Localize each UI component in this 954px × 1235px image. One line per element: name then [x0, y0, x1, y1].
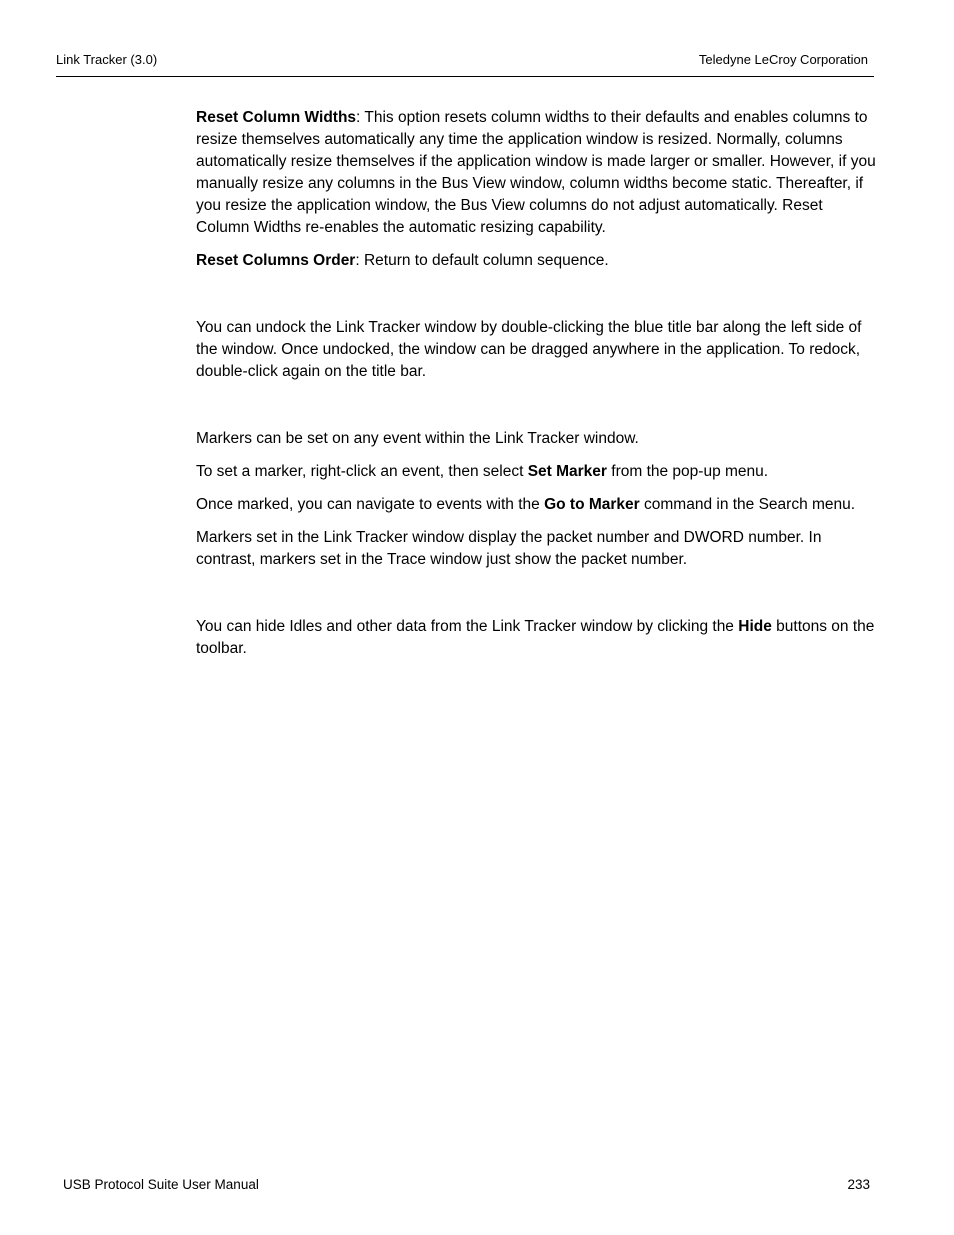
- reset-columns-order-paragraph: [196, 250, 876, 272]
- undock-paragraph: You can undock the Link Tracker window by double-clicking the blue title bar along the left side of the window. Once undocked, the window can be dragged anywhere in the application. To redock, double-click again on the title bar.: [196, 319, 862, 380]
- hide-term: Hide: [738, 618, 772, 635]
- set-marker-term: Set Marker: [527, 463, 607, 480]
- go-to-marker-term: Go to Marker: [544, 496, 640, 513]
- page-body: [196, 107, 876, 660]
- page-number: 233: [847, 1177, 870, 1192]
- reset-column-widths-text: : This option resets column widths to their defaults and enables columns to resize themselves automatically any time the application window is resized. Normally, columns automatically resize themselves if the application window is made larger or smaller. However, if you manually resize any columns in the Bus View window, column widths become static. Thereafter, if you resize the application window, the Bus View columns do not adjust automatically. Reset Column Widths re-enables the automatic resizing capability.: [196, 109, 876, 236]
- go-to-marker-paragraph: Once marked, you can navigate to events with the Go to Marker command in the Search menu.: [196, 496, 856, 513]
- set-marker-paragraph: To set a marker, right-click an event, then select Set Marker from the pop-up menu.: [196, 463, 769, 480]
- running-header-title: Link Tracker (3.0): [56, 52, 158, 67]
- hide-paragraph: You can hide Idles and other data from the Link Tracker window by clicking the Hide buttons on the toolbar.: [196, 618, 875, 657]
- reset-column-widths-term: Reset Column Widths: [196, 109, 357, 126]
- running-header-company: Teledyne LeCroy Corporation: [698, 52, 868, 67]
- reset-column-widths-paragraph: [196, 107, 876, 239]
- reset-columns-order-text: : Return to default column sequence.: [355, 252, 609, 269]
- markers-display-paragraph: Markers set in the Link Tracker window display the packet number and DWORD number. In contrast, markers set in the Trace window just show the packet number.: [196, 529, 822, 568]
- reset-columns-order-term: Reset Columns Order: [196, 252, 356, 269]
- footer-manual-title: USB Protocol Suite User Manual: [63, 1177, 259, 1192]
- markers-intro-paragraph: Markers can be set on any event within the Link Tracker window.: [196, 430, 639, 447]
- header-rule: [56, 76, 874, 77]
